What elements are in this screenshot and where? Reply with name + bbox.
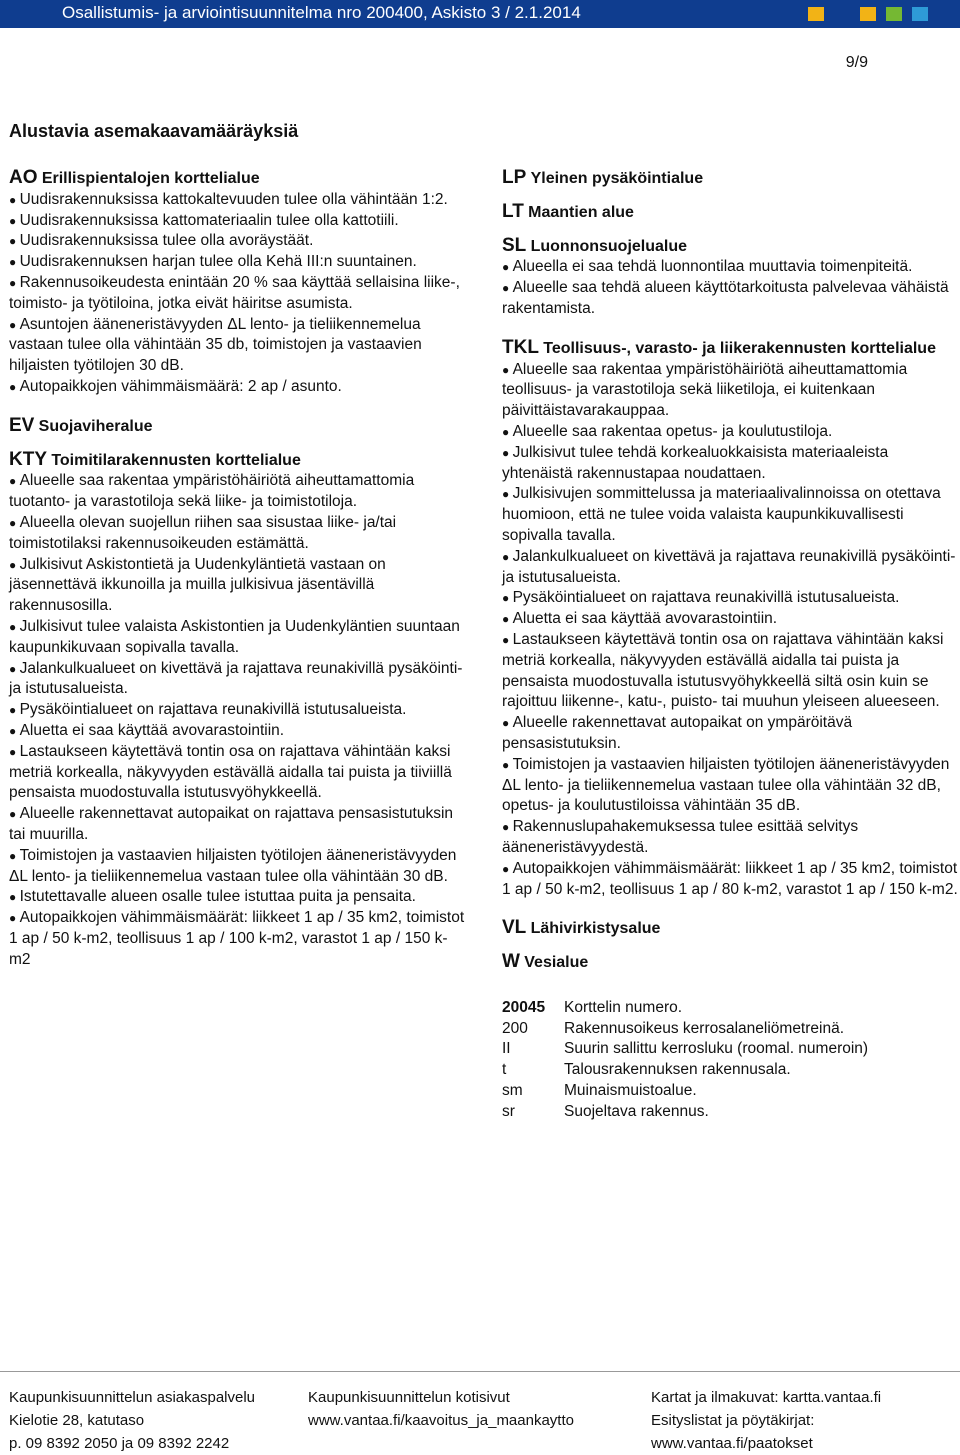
footer-contact	[9, 1386, 255, 1455]
regulation-item	[9, 804, 469, 846]
zone-name: Maantien alue	[528, 203, 634, 221]
document-title: Osallistumis- ja arviointisuunnitelma nro 200400, Askisto 3 / 2.1.2014	[62, 3, 581, 22]
zone-code: LT	[502, 200, 524, 222]
page-title: Alustavia asemakaavamääräyksiä	[9, 121, 299, 141]
legend-text: Rakennusoikeus kerrosalaneliömetreinä.	[564, 1019, 845, 1037]
zone-code: KTY	[9, 448, 47, 470]
bullet-icon: ●	[9, 848, 20, 863]
regulation-item	[9, 513, 469, 555]
legend-key: sr	[502, 1102, 515, 1120]
regulation-item	[9, 659, 469, 701]
regulation-text: Alueelle rakennettavat autopaikat on ympäröitävä pensasistutuksin.	[502, 714, 853, 752]
legend-text: Talousrakennuksen rakennusala.	[564, 1061, 791, 1079]
regulation-item	[9, 887, 469, 908]
zone-name: Vesialue	[524, 954, 589, 972]
kty-items	[9, 471, 469, 970]
regulation-text: Uudisrakennuksissa tulee olla avoräystäät.	[19, 232, 314, 250]
legend-row	[502, 1102, 960, 1123]
regulation-item	[502, 713, 960, 755]
brand-square	[860, 7, 876, 21]
regulation-text: Autopaikkojen vähimmäismäärät: liikkeet 1 ap / 35 km2, toimistot 1 ap / 50 k-m2, teollisuus 1 ap / 100 k-m2, varastot 1 ap / 150 k-m2	[9, 909, 465, 968]
regulation-text: Alueelle rakennettavat autopaikat on rajattava pensasistutuksin tai muurilla.	[9, 805, 454, 843]
regulation-item	[9, 211, 469, 232]
footer-line: Kielotie 28, katutaso	[9, 1412, 145, 1429]
brand-square	[808, 7, 824, 21]
sl-items	[502, 257, 960, 319]
regulation-item	[502, 588, 960, 609]
regulation-text: Alueelle saa rakentaa ympäristöhäiriötä aiheuttamattomia teollisuus- ja varastotiloja sekä liiketiloja, ei kuitenkaan päivittäistavarakauppaa.	[502, 360, 908, 420]
regulation-item	[9, 846, 469, 888]
ao-items	[9, 190, 469, 398]
regulation-text: Julkisivut tulee tehdä korkealuokkaisista materiaaleista yhtenäistä rakennustapaa noudattaen.	[502, 443, 889, 482]
bullet-icon: ●	[9, 275, 20, 290]
left-column	[9, 168, 469, 970]
section-kty	[9, 450, 469, 472]
regulation-item	[502, 257, 960, 278]
regulation-item	[9, 617, 469, 659]
bullet-icon: ●	[9, 911, 20, 926]
brand-square	[834, 7, 850, 21]
bullet-icon: ●	[9, 661, 20, 676]
zone-code: EV	[9, 414, 35, 436]
regulation-item	[502, 443, 960, 485]
right-column	[502, 168, 960, 1123]
zone-name: Erillispientalojen korttelialue	[41, 170, 260, 187]
bullet-icon: ●	[502, 445, 513, 460]
legend-key: 20045	[502, 998, 546, 1016]
zone-name: Yleinen pysäköintialue	[530, 170, 704, 187]
zone-name: Luonnonsuojelualue	[530, 237, 688, 255]
footer-line: p. 09 8392 2050 ja 09 8392 2242	[9, 1435, 230, 1452]
bullet-icon: ●	[502, 861, 513, 876]
regulation-text: Alueella ei saa tehdä luonnontilaa muuttavia toimenpiteitä.	[512, 258, 913, 276]
legend-key: t	[502, 1061, 507, 1079]
regulation-item	[502, 859, 960, 901]
legend-text: Korttelin numero.	[564, 998, 683, 1016]
regulation-item	[9, 231, 469, 252]
section-vl	[502, 918, 960, 940]
bullet-icon: ●	[9, 807, 20, 822]
regulation-text: Uudisrakennuksissa kattomateriaalin tulee olla kattotiili.	[19, 211, 399, 229]
regulation-text: Lastaukseen käytettävä tontin osa on rajattava vähintään kaksi metriä korkealla, näkyvyyden estävällä aidalla tai puista ja pensaista muodostuvalla istutusvyöhykkeellä siltä osin kuin se rajoittuu liikenne-, katu-, puisto- tai muuhun yleiseen alueeseen.	[502, 630, 944, 711]
footer-divider	[0, 1371, 960, 1372]
bullet-icon: ●	[502, 260, 513, 275]
regulation-item	[9, 471, 469, 513]
legend-key: 200	[502, 1019, 528, 1037]
regulation-item	[502, 755, 960, 817]
bullet-icon: ●	[502, 716, 513, 731]
bullet-icon: ●	[9, 213, 20, 228]
regulation-text: Asuntojen ääneneristävyyden ΔL lento- ja tieliikennemelua vastaan tulee olla vähintään 35 db, toimistojen ja vastaavien hiljaisten työtilojen 30 dB.	[9, 315, 422, 375]
footer-line: Kaupunkisuunnittelun kotisivut	[308, 1389, 510, 1406]
bullet-icon: ●	[502, 591, 513, 606]
bullet-icon: ●	[502, 632, 513, 647]
regulation-item	[9, 742, 469, 804]
legend-row	[502, 998, 960, 1019]
regulation-text: Julkisivut Askistontietä ja Uudenkyläntietä vastaan on jäsennettävä ikkunoilla ja muilla julkisivua jäsentävillä rakennusosilla.	[9, 555, 386, 615]
regulation-text: Alueelle saa rakentaa opetus- ja koulutustiloja.	[512, 422, 833, 440]
regulation-item	[9, 700, 469, 721]
regulation-text: Toimistojen ja vastaavien hiljaisten työtilojen ääneneristävyyden ΔL lento- ja tieliikennemelua vastaan tulee olla vähintään 30 dB.	[9, 846, 457, 885]
header-bar	[0, 0, 960, 28]
regulation-text: Istutettavalle alueen osalle tulee istuttaa puita ja pensaita.	[19, 888, 416, 906]
regulation-text: Julkisivut tulee valaista Askistontien ja Uudenkyläntien suuntaan kaupunkikuvaan sopivalla tavalla.	[9, 617, 460, 656]
regulation-item	[502, 484, 960, 546]
zone-code: W	[502, 951, 520, 973]
legend	[502, 998, 960, 1123]
regulation-text: Pysäköintialueet on rajattava reunakivillä istutusalueista.	[19, 701, 407, 719]
bullet-icon: ●	[9, 192, 20, 207]
zone-name: Toimitilarakennusten korttelialue	[51, 451, 301, 469]
section-lt	[502, 202, 960, 224]
bullet-icon: ●	[502, 820, 513, 835]
regulation-text: Aluetta ei saa käyttää avovarastointiin.	[512, 610, 778, 628]
legend-text: Suojeltava rakennus.	[564, 1102, 709, 1120]
zone-code: SL	[502, 234, 527, 256]
footer-website	[308, 1386, 574, 1432]
regulation-text: Uudisrakennuksen harjan tulee olla Kehä III:n suuntainen.	[19, 253, 417, 271]
section-sl	[502, 236, 960, 258]
regulation-text: Alueella olevan suojellun riihen saa sisustaa liike- ja/tai toimistotilaksi rakennusoikeuden estämättä.	[9, 513, 397, 552]
regulation-text: Toimistojen ja vastaavien hiljaisten työtilojen ääneneristävyyden ΔL lento- ja tieliikennemelua vastaan tulee olla vähintään 32 dB, opetus- ja koulutustiloissa vähintään 35 dB.	[502, 755, 950, 815]
regulation-item	[9, 273, 469, 315]
footer-link[interactable]: Kartat ja ilmakuvat: kartta.vantaa.fi	[651, 1389, 882, 1406]
regulation-text: Uudisrakennuksissa kattokaltevuuden tulee olla vähintään 1:2.	[19, 190, 448, 208]
bullet-icon: ●	[502, 362, 513, 377]
regulation-item	[9, 555, 469, 617]
legend-text: Suurin sallittu kerrosluku (roomal. numeroin)	[564, 1040, 869, 1058]
footer-maps	[651, 1386, 881, 1455]
regulation-text: Alueelle saa rakentaa ympäristöhäiriötä aiheuttamattomia tuotanto- ja varastotiloja sekä liike- ja toimistotiloja.	[9, 472, 415, 511]
section-tkl	[502, 338, 960, 360]
footer-link[interactable]: www.vantaa.fi/paatokset	[651, 1435, 813, 1452]
regulation-text: Pysäköintialueet on rajattava reunakivillä istutusalueista.	[512, 589, 900, 607]
zone-code: VL	[502, 917, 527, 939]
regulation-item	[502, 360, 960, 422]
bullet-icon: ●	[502, 612, 513, 627]
regulation-item	[502, 609, 960, 630]
regulation-item	[9, 315, 469, 377]
bullet-icon: ●	[9, 703, 20, 718]
legend-text: Muinaismuistoalue.	[564, 1082, 697, 1100]
section-ao	[9, 168, 469, 190]
regulation-item	[9, 190, 469, 211]
regulation-item	[9, 908, 469, 970]
regulation-item	[502, 422, 960, 443]
bullet-icon: ●	[502, 424, 513, 439]
bullet-icon: ●	[9, 474, 20, 489]
bullet-icon: ●	[502, 549, 513, 564]
regulation-item	[9, 252, 469, 273]
footer-line: Kaupunkisuunnittelun asiakaspalvelu	[9, 1389, 256, 1406]
bullet-icon: ●	[9, 557, 20, 572]
bullet-icon: ●	[502, 757, 513, 772]
zone-name: Teollisuus-, varasto- ja liikerakennusten korttelialue	[543, 339, 936, 357]
regulation-text: Jalankulkualueet on kivettävä ja rajattava reunakivillä pysäköinti- ja istutusalueista.	[502, 547, 956, 586]
regulation-item	[502, 630, 960, 713]
legend-row	[502, 1081, 960, 1102]
brand-square	[886, 7, 902, 21]
bullet-icon: ●	[9, 723, 20, 738]
section-lp	[502, 168, 960, 190]
regulation-text: Aluetta ei saa käyttää avovarastointiin.	[19, 721, 285, 739]
zone-code: TKL	[502, 336, 539, 358]
regulation-text: Alueelle saa tehdä alueen käyttötarkoitusta palvelevaa vähäistä rakentamista.	[502, 279, 949, 317]
tkl-items	[502, 360, 960, 901]
bullet-icon: ●	[502, 281, 513, 296]
section-w	[502, 952, 960, 974]
footer-link[interactable]: www.vantaa.fi/kaavoitus_ja_maankaytto	[308, 1412, 574, 1429]
bullet-icon: ●	[9, 379, 20, 394]
page-number: 9/9	[845, 54, 868, 71]
regulation-item	[9, 721, 469, 742]
regulation-item	[9, 377, 469, 398]
section-ev	[9, 416, 469, 438]
zone-code: LP	[502, 167, 527, 188]
regulation-item	[502, 278, 960, 320]
bullet-icon: ●	[9, 890, 20, 905]
brand-square	[912, 7, 928, 21]
regulation-text: Lastaukseen käytettävä tontin osa on rajattava vähintään kaksi metriä korkealla, näkyvyyden estävällä aidalla tai puista ja tiiviillä pensaista muodostuvalla istutusvyöhykkeellä.	[9, 742, 452, 802]
regulation-item	[502, 817, 960, 859]
bullet-icon: ●	[9, 619, 20, 634]
bullet-icon: ●	[9, 744, 20, 759]
bullet-icon: ●	[9, 515, 20, 530]
bullet-icon: ●	[9, 234, 20, 249]
zone-name: Suojaviheralue	[38, 417, 153, 435]
legend-row	[502, 1039, 960, 1060]
regulation-text: Jalankulkualueet on kivettävä ja rajattava reunakivillä pysäköinti- ja istutusalueista.	[9, 659, 463, 698]
zone-name: Lähivirkistysalue	[530, 920, 661, 938]
regulation-item	[502, 547, 960, 589]
regulation-text: Autopaikkojen vähimmäismäärä: 2 ap / asunto.	[19, 377, 342, 395]
bullet-icon: ●	[9, 317, 20, 332]
bullet-icon: ●	[502, 487, 513, 502]
zone-code: AO	[9, 167, 38, 188]
bullet-icon: ●	[9, 255, 20, 270]
brand-squares	[808, 7, 928, 21]
regulation-text: Rakennusoikeudesta enintään 20 % saa käyttää sellaisina liike-, toimisto- ja työtiloina, jotka eivät häiritse asumista.	[9, 273, 460, 312]
regulation-text: Autopaikkojen vähimmäismäärät: liikkeet 1 ap / 35 km2, toimistot 1 ap / 50 k-m2, teollisuus 1 ap / 80 k-m2, varastot 1 ap / 150 k-m2.	[502, 859, 958, 898]
footer-line: Esityslistat ja pöytäkirjat:	[651, 1412, 815, 1429]
regulation-text: Rakennuslupahakemuksessa tulee esittää selvitys ääneneristävyydestä.	[502, 818, 859, 856]
regulation-text: Julkisivujen sommittelussa ja materiaalivalinnoissa on otettava huomioon, että ne tulee voida valaista kaupunkikuvallisesti sopivalla tavalla.	[502, 485, 941, 544]
legend-row	[502, 1019, 960, 1040]
legend-key: II	[502, 1040, 511, 1058]
legend-key: sm	[502, 1082, 523, 1100]
legend-row	[502, 1060, 960, 1081]
